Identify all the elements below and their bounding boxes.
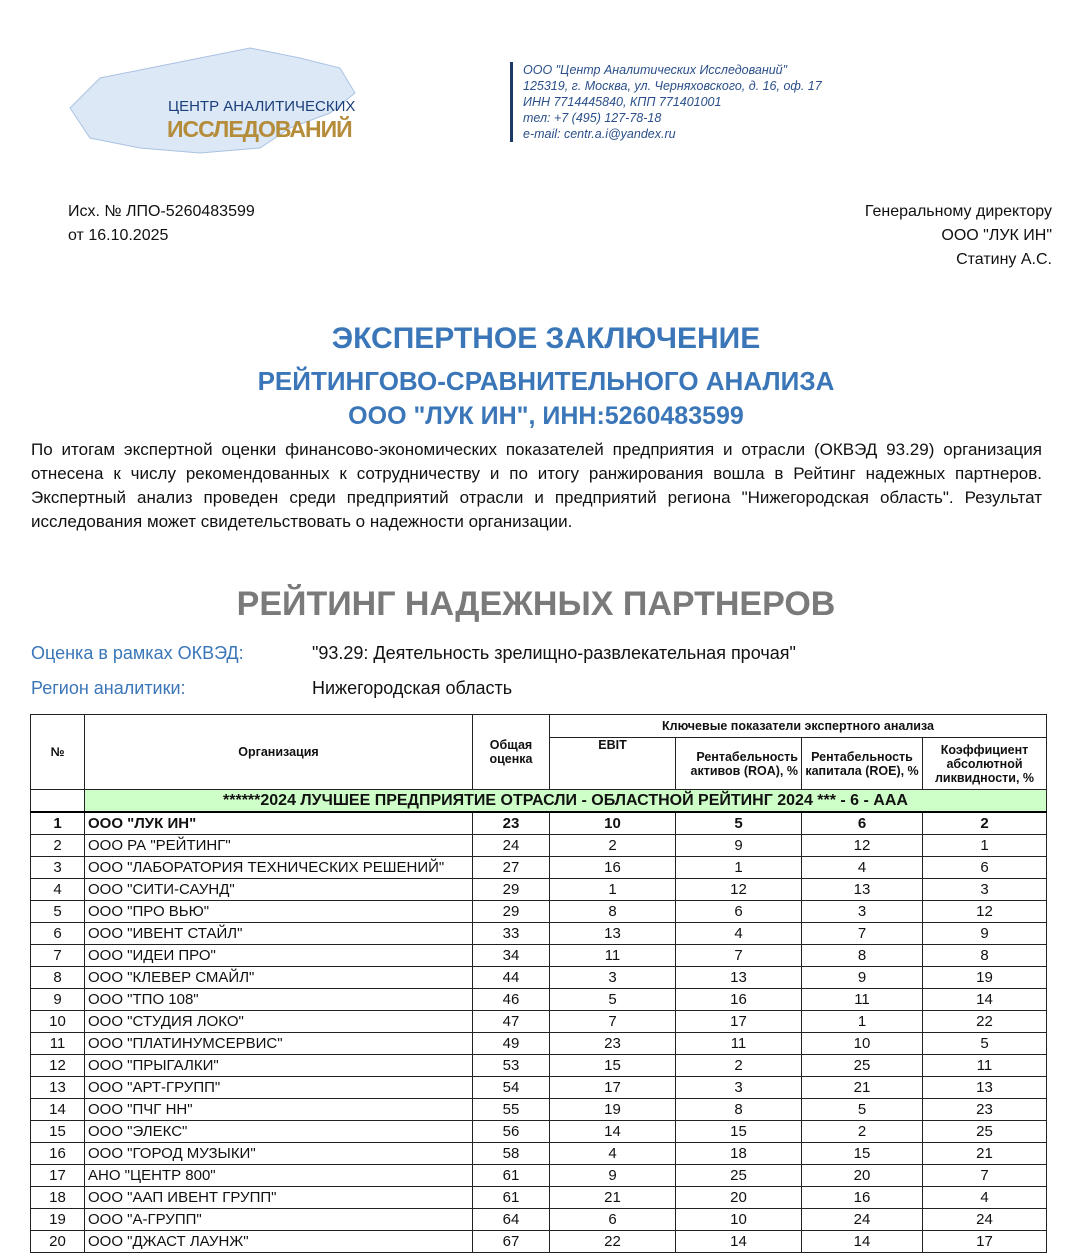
- cell-kal: 2: [923, 812, 1047, 835]
- cell-roa: 14: [676, 1231, 802, 1253]
- cell-kal: 1: [923, 835, 1047, 857]
- cell-roe: 10: [802, 1033, 923, 1055]
- cell-org: ООО "ИВЕНТ СТАЙЛ": [85, 923, 473, 945]
- okved-line: [31, 643, 796, 664]
- cell-rank: 7: [31, 945, 85, 967]
- addressee-line: Статину А.С.: [956, 251, 1052, 268]
- cell-ebit: 23: [550, 1033, 676, 1055]
- doc-title: ЭКСПЕРТНОЕ ЗАКЛЮЧЕНИЕ: [331, 322, 761, 355]
- cell-roa: 13: [676, 967, 802, 989]
- table-row: [31, 1209, 1047, 1231]
- header-total: Общая оценка: [473, 715, 550, 790]
- cell-kal: 7: [923, 1165, 1047, 1187]
- cell-org: ООО "ПЧГ НН": [85, 1099, 473, 1121]
- cell-total: 53: [473, 1055, 550, 1077]
- cell-roe: 4: [802, 857, 923, 879]
- cell-total: 58: [473, 1143, 550, 1165]
- cell-roa: 18: [676, 1143, 802, 1165]
- cell-roe: 6: [802, 812, 923, 835]
- addressee-line: ООО "ЛУК ИН": [941, 227, 1052, 244]
- cell-org: ООО "ПРЫГАЛКИ": [85, 1055, 473, 1077]
- cell-ebit: 5: [550, 989, 676, 1011]
- best-enterprise-banner: ******2024 ЛУЧШЕЕ ПРЕДПРИЯТИЕ ОТРАСЛИ - ОБЛАСТНОЙ РЕЙТИНГ 2024 *** - 6 - ААА: [85, 790, 1047, 813]
- contact-block: [510, 62, 822, 142]
- cell-ebit: 21: [550, 1187, 676, 1209]
- okved-label: Оценка в рамках ОКВЭД:: [31, 643, 244, 663]
- table-row: [31, 879, 1047, 901]
- header-org: Организация: [85, 715, 473, 790]
- cell-ebit: 2: [550, 835, 676, 857]
- cell-roa: 12: [676, 879, 802, 901]
- cell-total: 61: [473, 1187, 550, 1209]
- cell-kal: 14: [923, 989, 1047, 1011]
- cell-ebit: 4: [550, 1143, 676, 1165]
- region-value: Нижегородская область: [312, 678, 513, 698]
- cell-total: 46: [473, 989, 550, 1011]
- cell-org: ООО "ПЛАТИНУМСЕРВИС": [85, 1033, 473, 1055]
- cell-roe: 5: [802, 1099, 923, 1121]
- region-line: [31, 678, 512, 699]
- cell-rank: 12: [31, 1055, 85, 1077]
- table-row: [31, 857, 1047, 879]
- table-row: [31, 1055, 1047, 1077]
- cell-roa: 16: [676, 989, 802, 1011]
- contact-line: 125319, г. Москва, ул. Черняховского, д. 16, оф. 17: [523, 79, 822, 93]
- cell-ebit: 19: [550, 1099, 676, 1121]
- header-num: №: [31, 715, 85, 790]
- cell-ebit: 8: [550, 901, 676, 923]
- cell-roe: 12: [802, 835, 923, 857]
- cell-ebit: 14: [550, 1121, 676, 1143]
- cell-org: ООО "СИТИ-САУНД": [85, 879, 473, 901]
- cell-total: 34: [473, 945, 550, 967]
- cell-org: ООО "А-ГРУПП": [85, 1209, 473, 1231]
- cell-ebit: 6: [550, 1209, 676, 1231]
- contact-email: e-mail: centr.a.i@yandex.ru: [523, 127, 676, 141]
- cell-rank: 1: [31, 812, 85, 835]
- cell-rank: 14: [31, 1099, 85, 1121]
- cell-roe: 8: [802, 945, 923, 967]
- contact-line: тел: +7 (495) 127-78-18: [523, 111, 662, 125]
- logo-text-line1: ЦЕНТР АНАЛИТИЧЕСКИХ: [168, 98, 356, 115]
- cell-rank: 11: [31, 1033, 85, 1055]
- cell-total: 29: [473, 879, 550, 901]
- cell-roe: 11: [802, 989, 923, 1011]
- cell-kal: 24: [923, 1209, 1047, 1231]
- cell-roa: 10: [676, 1209, 802, 1231]
- cell-rank: 16: [31, 1143, 85, 1165]
- table-row: [31, 1231, 1047, 1253]
- cell-roa: 3: [676, 1077, 802, 1099]
- cell-roa: 7: [676, 945, 802, 967]
- cell-total: 56: [473, 1121, 550, 1143]
- table-row: [31, 1143, 1047, 1165]
- table-row: [31, 1099, 1047, 1121]
- cell-total: 47: [473, 1011, 550, 1033]
- cell-ebit: 11: [550, 945, 676, 967]
- doc-subtitle: РЕЙТИНГОВО-СРАВНИТЕЛЬНОГО АНАЛИЗА: [257, 366, 835, 396]
- cell-rank: 3: [31, 857, 85, 879]
- cell-roa: 2: [676, 1055, 802, 1077]
- cell-roe: 24: [802, 1209, 923, 1231]
- cell-total: 61: [473, 1165, 550, 1187]
- cell-roe: 14: [802, 1231, 923, 1253]
- cell-total: 67: [473, 1231, 550, 1253]
- cell-roa: 17: [676, 1011, 802, 1033]
- contact-line: ООО "Центр Аналитических Исследований": [523, 63, 788, 77]
- cell-roa: 20: [676, 1187, 802, 1209]
- cell-rank: 13: [31, 1077, 85, 1099]
- cell-roe: 25: [802, 1055, 923, 1077]
- cell-total: 49: [473, 1033, 550, 1055]
- ref-number: Исх. № ЛПО-5260483599: [68, 203, 255, 220]
- cell-org: ООО "ЭЛЕКС": [85, 1121, 473, 1143]
- cell-roe: 1: [802, 1011, 923, 1033]
- table-row: [31, 1121, 1047, 1143]
- table-row: [31, 1165, 1047, 1187]
- cell-rank: 19: [31, 1209, 85, 1231]
- rating-title: РЕЙТИНГ НАДЕЖНЫХ ПАРТНЕРОВ: [236, 585, 836, 623]
- cell-org: ООО "ТПО 108": [85, 989, 473, 1011]
- cell-org: ООО "ПРО ВЬЮ": [85, 901, 473, 923]
- cell-org: ООО "АРТ-ГРУПП": [85, 1077, 473, 1099]
- cell-ebit: 3: [550, 967, 676, 989]
- cell-roe: 20: [802, 1165, 923, 1187]
- cell-org: ООО РА "РЕЙТИНГ": [85, 835, 473, 857]
- intro-paragraph: По итогам экспертной оценки финансово-экономических показателей предприятия и отрасли (ОКВЭД 93.29) организация отнесена к числу рекомендованных к сотрудничеству и по итогу ранжирования вошла в Рейтинг надежных партнеров. Экспертный анализ проведен среди предприятий отрасли и предприятий региона "Нижегородская область". Результат исследования может свидетельствовать о надежности организации.: [31, 440, 1042, 531]
- cell-roa: 5: [676, 812, 802, 835]
- cell-roa: 25: [676, 1165, 802, 1187]
- cell-total: 44: [473, 967, 550, 989]
- cell-kal: 11: [923, 1055, 1047, 1077]
- table-row: [31, 1011, 1047, 1033]
- ref-date: от 16.10.2025: [68, 227, 169, 244]
- cell-kal: 4: [923, 1187, 1047, 1209]
- cell-org: ООО "КЛЕВЕР СМАЙЛ": [85, 967, 473, 989]
- cell-roa: 4: [676, 923, 802, 945]
- cell-roa: 8: [676, 1099, 802, 1121]
- cell-kal: 8: [923, 945, 1047, 967]
- table-row: [31, 945, 1047, 967]
- cell-rank: 2: [31, 835, 85, 857]
- cell-roa: 1: [676, 857, 802, 879]
- table-row: [31, 967, 1047, 989]
- cell-ebit: 10: [550, 812, 676, 835]
- cell-ebit: 13: [550, 923, 676, 945]
- header-kal: Коэффициент абсолютной ликвидности, %: [923, 738, 1047, 790]
- cell-roe: 3: [802, 901, 923, 923]
- cell-ebit: 1: [550, 879, 676, 901]
- table-row: [31, 812, 1047, 835]
- cell-rank: 17: [31, 1165, 85, 1187]
- cell-org: АНО "ЦЕНТР 800": [85, 1165, 473, 1187]
- cell-roa: 15: [676, 1121, 802, 1143]
- doc-company: ООО "ЛУК ИН", ИНН:5260483599: [348, 402, 744, 430]
- addressee-line: Генеральному директору: [864, 203, 1052, 220]
- cell-rank: 18: [31, 1187, 85, 1209]
- cell-total: 33: [473, 923, 550, 945]
- cell-rank: 10: [31, 1011, 85, 1033]
- cell-roe: 2: [802, 1121, 923, 1143]
- cell-kal: 6: [923, 857, 1047, 879]
- header-group: Ключевые показатели экспертного анализа: [550, 715, 1047, 738]
- cell-rank: 20: [31, 1231, 85, 1253]
- cell-kal: 12: [923, 901, 1047, 923]
- cell-roa: 11: [676, 1033, 802, 1055]
- cell-org: ООО "ААП ИВЕНТ ГРУПП": [85, 1187, 473, 1209]
- header-roa: Рентабельность активов (ROA), %: [676, 738, 802, 790]
- region-label: Регион аналитики:: [31, 678, 186, 698]
- cell-roe: 16: [802, 1187, 923, 1209]
- table-row: [31, 1077, 1047, 1099]
- cell-org: ООО "ДЖАСТ ЛАУНЖ": [85, 1231, 473, 1253]
- table-row: [31, 923, 1047, 945]
- cell-kal: 9: [923, 923, 1047, 945]
- cell-rank: 4: [31, 879, 85, 901]
- cell-total: 55: [473, 1099, 550, 1121]
- logo-text-line2: ИССЛЕДОВАНИЙ: [167, 116, 352, 142]
- cell-kal: 25: [923, 1121, 1047, 1143]
- cell-roe: 15: [802, 1143, 923, 1165]
- cell-org: ООО "ИДЕИ ПРО": [85, 945, 473, 967]
- cell-kal: 17: [923, 1231, 1047, 1253]
- cell-rank: 9: [31, 989, 85, 1011]
- table-row: [31, 901, 1047, 923]
- cell-org: ООО "ГОРОД МУЗЫКИ": [85, 1143, 473, 1165]
- cell-total: 64: [473, 1209, 550, 1231]
- cell-total: 54: [473, 1077, 550, 1099]
- cell-kal: 22: [923, 1011, 1047, 1033]
- header-roe: Рентабельность капитала (ROE), %: [802, 738, 923, 790]
- table-row: [31, 1033, 1047, 1055]
- okved-value: "93.29: Деятельность зрелищно-развлекательная прочая": [312, 643, 796, 663]
- table-row: [31, 989, 1047, 1011]
- cell-ebit: 15: [550, 1055, 676, 1077]
- cell-roa: 6: [676, 901, 802, 923]
- cell-rank: 8: [31, 967, 85, 989]
- cell-rank: 15: [31, 1121, 85, 1143]
- cell-rank: 6: [31, 923, 85, 945]
- cell-org: ООО "ЛАБОРАТОРИЯ ТЕХНИЧЕСКИХ РЕШЕНИЙ": [85, 857, 473, 879]
- cell-org: ООО "СТУДИЯ ЛОКО": [85, 1011, 473, 1033]
- cell-roe: 7: [802, 923, 923, 945]
- cell-kal: 3: [923, 879, 1047, 901]
- cell-ebit: 16: [550, 857, 676, 879]
- cell-roe: 13: [802, 879, 923, 901]
- contact-line: ИНН 7714445840, КПП 771401001: [523, 95, 722, 109]
- cell-kal: 5: [923, 1033, 1047, 1055]
- cell-ebit: 7: [550, 1011, 676, 1033]
- cell-ebit: 17: [550, 1077, 676, 1099]
- cell-roa: 9: [676, 835, 802, 857]
- cell-kal: 19: [923, 967, 1047, 989]
- table-row: [31, 835, 1047, 857]
- cell-total: 23: [473, 812, 550, 835]
- cell-ebit: 22: [550, 1231, 676, 1253]
- header-ebit: EBIT: [550, 738, 676, 790]
- cell-total: 27: [473, 857, 550, 879]
- table-row: [31, 1187, 1047, 1209]
- addressee: [865, 200, 1052, 272]
- cell-roe: 21: [802, 1077, 923, 1099]
- cell-rank: 5: [31, 901, 85, 923]
- cell-kal: 21: [923, 1143, 1047, 1165]
- cell-ebit: 9: [550, 1165, 676, 1187]
- cell-org: ООО "ЛУК ИН": [85, 812, 473, 835]
- cell-kal: 13: [923, 1077, 1047, 1099]
- cell-total: 24: [473, 835, 550, 857]
- cell-kal: 23: [923, 1099, 1047, 1121]
- rating-table: [30, 714, 1047, 1253]
- outgoing-reference: [68, 200, 255, 248]
- cell-total: 29: [473, 901, 550, 923]
- cell-roe: 9: [802, 967, 923, 989]
